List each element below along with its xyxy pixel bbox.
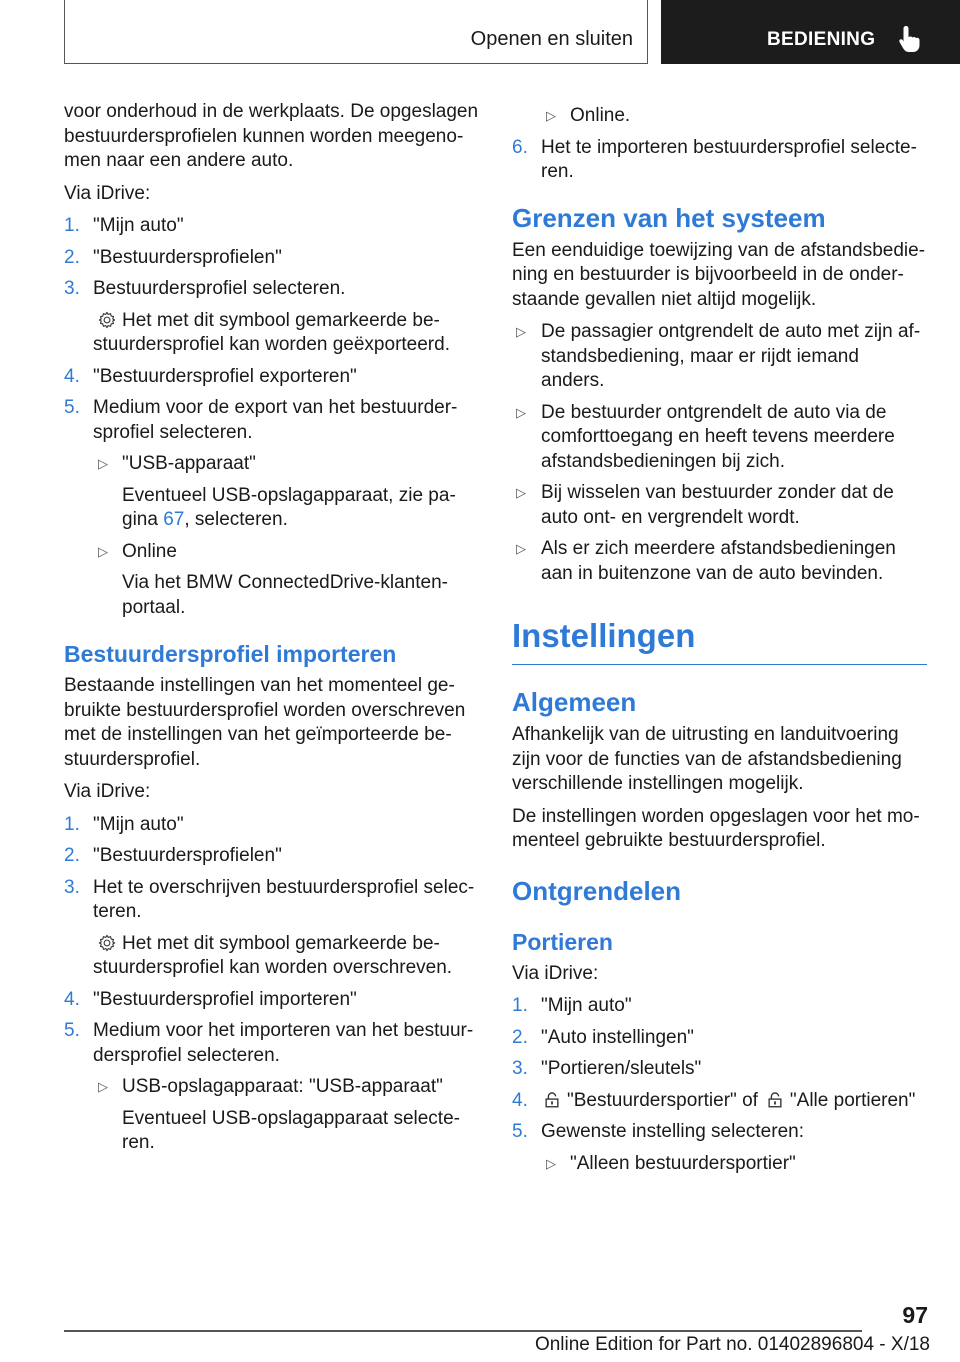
step-text: "Bestuurdersprofielen" xyxy=(93,845,282,866)
list-item xyxy=(64,1019,479,1068)
step-text: Het te importeren bestuurdersprofiel selecteren. xyxy=(541,136,917,182)
via-idrive-label: Via iDrive: xyxy=(64,781,151,802)
option-description: Via het BMW ConnectedDrive-klantenportaal. xyxy=(122,572,448,618)
list-item xyxy=(512,401,927,475)
list-item xyxy=(512,994,927,1019)
step-text: Medium voor de export van het bestuurdersprofiel selecteren. xyxy=(93,397,458,443)
option-description xyxy=(64,484,479,533)
section-heading-algemeen: Algemeen xyxy=(512,687,637,717)
header-section-box xyxy=(64,0,648,64)
step-number: 2. xyxy=(64,845,80,866)
bullet-text: Als er zich meerdere afstandsbedieningen aan in buitenzone van de auto bevinden. xyxy=(541,538,896,584)
footer-edition: Online Edition for Part no. 01402896804 - X/18 xyxy=(534,1334,930,1355)
section-heading-ontgrendelen: Ontgrendelen xyxy=(512,875,682,906)
step-number: 3. xyxy=(64,278,80,299)
triangle-right-icon: ▷ xyxy=(98,1079,108,1094)
step-text: "Bestuurdersprofielen" xyxy=(93,246,282,268)
option-text: "Alleen bestuurdersportier" xyxy=(570,1152,796,1174)
step-text: "Bestuurdersprofiel exporteren" xyxy=(93,365,357,387)
list-item xyxy=(512,136,927,185)
list-item xyxy=(64,396,479,445)
right-column xyxy=(512,100,927,1183)
list-item xyxy=(512,1026,927,1051)
step-number: 5. xyxy=(64,1020,80,1041)
list-item xyxy=(64,1075,479,1100)
option-description: Eventueel USB-opslagapparaat selecteren. xyxy=(122,1107,460,1153)
header-chapter-title: BEDIENING xyxy=(767,29,876,50)
step-text: "Alle portieren" xyxy=(789,1089,916,1111)
section-heading-import: Bestuurdersprofiel importeren xyxy=(64,641,397,667)
hand-pointer-icon xyxy=(897,24,923,54)
option-text: Online. xyxy=(570,105,631,126)
list-item xyxy=(64,844,479,869)
step-number: 3. xyxy=(64,876,80,898)
step-number: 1. xyxy=(64,813,80,835)
step-number: 1. xyxy=(512,995,528,1016)
import-paragraph: Bestaande instellingen van het momenteel gebruikte bestuurdersprofiel worden overschreven met de instellingen van het geïmporteerde bestuurdersprofiel. xyxy=(64,675,466,770)
step-number: 6. xyxy=(512,136,528,158)
list-item xyxy=(64,365,479,390)
note-text: Het met dit symbool gemarkeerde bestuurdersprofiel kan worden geëxporteerd. xyxy=(93,309,450,355)
step-text: "Auto instellingen" xyxy=(541,1026,694,1048)
header-section-title: Openen en sluiten xyxy=(470,28,633,50)
subsection-heading-portieren: Portieren xyxy=(512,928,613,955)
triangle-right-icon: ▷ xyxy=(516,485,526,500)
intro-paragraph: voor onderhoud in de werkplaats. De opgeslagen bestuurdersprofielen kunnen worden meegenomen naar een andere auto. xyxy=(64,101,479,171)
list-item xyxy=(512,1120,927,1145)
step-number: 3. xyxy=(512,1058,528,1079)
triangle-right-icon: ▷ xyxy=(516,404,526,420)
option-desc-text: Eventueel USB-opslagapparaat, zie pagina xyxy=(122,484,456,530)
algemeen-paragraph: De instellingen worden opgeslagen voor het momenteel gebruikte bestuurdersprofiel. xyxy=(512,805,920,851)
step-text: Bestuurdersprofiel selecteren. xyxy=(93,278,346,299)
step-number: 1. xyxy=(64,215,80,236)
bullet-text: De bestuurder ontgrendelt de auto via de comforttoegang en heeft tevens meerdere afstandsbedieningen bij zich. xyxy=(541,401,895,472)
door-lock-icon xyxy=(543,1091,561,1109)
grenzen-paragraph: Een eenduidige toewijzing van de afstandsbediening en bestuurder is bijvoorbeeld in de onderstaande gevallen niet altijd mogelijk. xyxy=(512,239,926,310)
bullet-text: Bij wisselen van bestuurder zonder dat de auto ont- en vergrendelt wordt. xyxy=(541,482,894,528)
footer-divider xyxy=(64,1330,862,1332)
step-number: 2. xyxy=(64,246,80,268)
via-idrive-label: Via iDrive: xyxy=(512,962,599,984)
list-item xyxy=(512,1057,927,1082)
step-text: "Bestuurdersportier" of xyxy=(567,1089,758,1111)
bullet-text: De passagier ontgrendelt de auto met zijn afstandsbediening, maar er rijdt iemand anders. xyxy=(541,321,921,391)
list-item xyxy=(512,1152,927,1177)
gear-icon xyxy=(98,934,116,952)
chapter-heading-instellingen: Instellingen xyxy=(512,616,927,665)
note-text: Het met dit symbool gemarkeerde bestuurdersprofiel kan worden overschreven. xyxy=(93,932,453,978)
import-note xyxy=(64,932,479,981)
door-lock-icon xyxy=(766,1091,784,1109)
step-number: 4. xyxy=(64,365,80,387)
gear-icon xyxy=(98,311,116,329)
step-number: 5. xyxy=(512,1121,528,1142)
list-item xyxy=(512,1089,927,1114)
triangle-right-icon: ▷ xyxy=(546,1155,556,1171)
option-desc-text: , selecteren. xyxy=(184,509,288,530)
list-item xyxy=(64,452,479,477)
left-column xyxy=(64,100,479,1163)
step-text: Gewenste instelling selecteren: xyxy=(541,1121,804,1142)
step-number: 4. xyxy=(64,988,80,1010)
list-item xyxy=(64,277,479,302)
list-item xyxy=(512,104,927,129)
triangle-right-icon: ▷ xyxy=(546,108,556,123)
list-item xyxy=(512,320,927,394)
page-number: 97 xyxy=(902,1302,928,1328)
list-item xyxy=(64,813,479,838)
step-number: 5. xyxy=(64,397,80,418)
option-text: "USB-apparaat" xyxy=(122,453,256,474)
step-text: "Mijn auto" xyxy=(93,215,184,236)
list-item xyxy=(512,537,927,586)
step-text: Het te overschrijven bestuurdersprofiel selecteren. xyxy=(93,876,475,922)
triangle-right-icon: ▷ xyxy=(516,324,526,339)
option-text: Online xyxy=(122,540,177,562)
step-number: 4. xyxy=(512,1089,528,1111)
list-item xyxy=(64,988,479,1013)
triangle-right-icon: ▷ xyxy=(98,456,108,471)
section-heading-grenzen: Grenzen van het systeem xyxy=(512,202,826,233)
step-text: "Portieren/sleutels" xyxy=(541,1058,702,1079)
step-text: "Bestuurdersprofiel importeren" xyxy=(93,988,357,1010)
list-item xyxy=(64,876,479,925)
step-text: Medium voor het importeren van het bestuurdersprofiel selecteren. xyxy=(93,1020,474,1066)
list-item xyxy=(64,246,479,271)
header-chapter-box xyxy=(661,0,960,64)
option-text: USB-opslagapparaat: "USB-apparaat" xyxy=(122,1076,443,1097)
via-idrive-label: Via iDrive: xyxy=(64,182,151,204)
list-item xyxy=(64,540,479,565)
page-link[interactable]: 67 xyxy=(163,509,185,530)
step-text: "Mijn auto" xyxy=(93,813,184,835)
step-text: "Mijn auto" xyxy=(541,995,632,1016)
triangle-right-icon: ▷ xyxy=(98,543,108,559)
list-item xyxy=(64,214,479,239)
algemeen-paragraph: Afhankelijk van de uitrusting en landuitvoering zijn voor de functies van de afstandsbediening verschillende instellingen mogelijk. xyxy=(512,724,902,794)
triangle-right-icon: ▷ xyxy=(516,541,526,556)
export-note xyxy=(64,309,479,358)
step-number: 2. xyxy=(512,1026,528,1048)
list-item xyxy=(512,481,927,530)
